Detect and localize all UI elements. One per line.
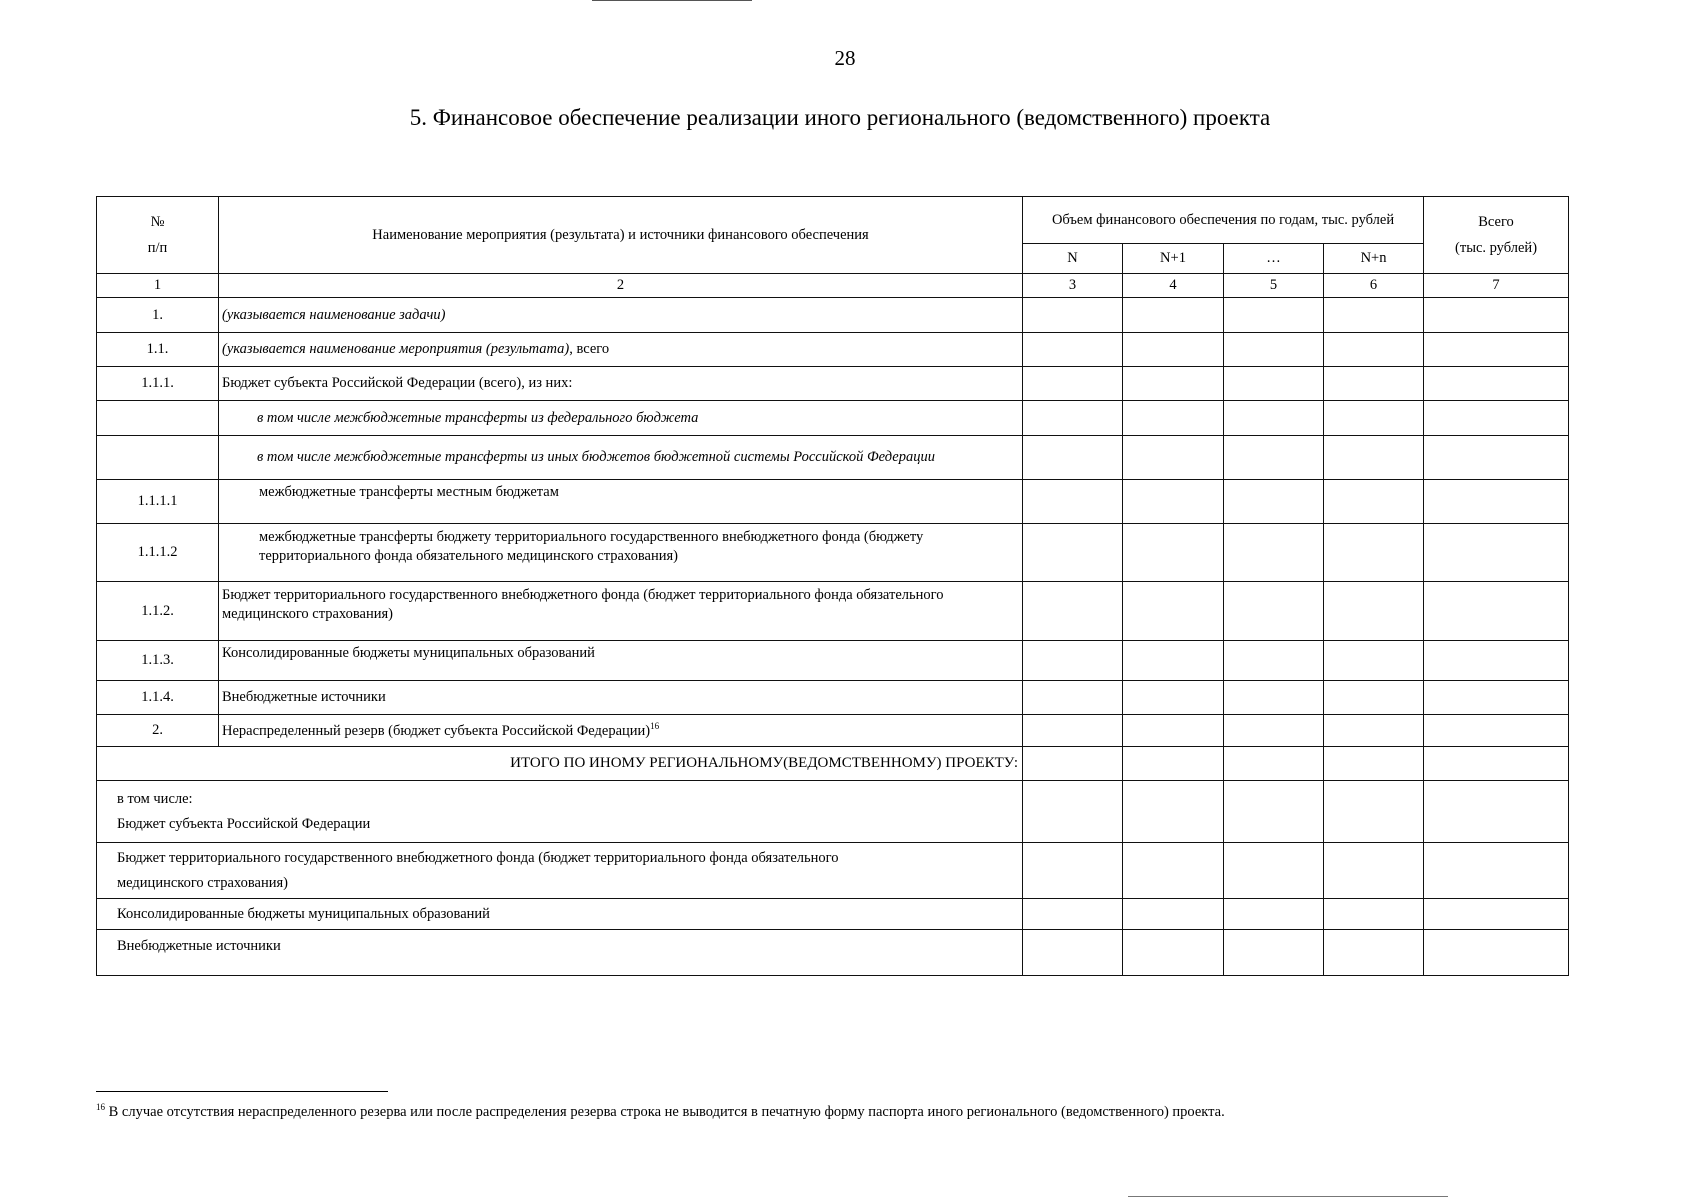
header-year-n: N: [1023, 244, 1123, 274]
value-cell: [1324, 641, 1424, 681]
value-cell: [1424, 781, 1569, 843]
breakdown-row: [97, 843, 1569, 899]
value-cell: [1324, 843, 1424, 899]
value-cell: [1123, 681, 1224, 715]
value-cell: [1224, 747, 1324, 781]
value-cell: [1324, 524, 1424, 582]
value-cell: [1424, 298, 1569, 333]
value-cell: [1224, 480, 1324, 524]
col-number: 3: [1023, 274, 1123, 298]
value-cell: [1424, 843, 1569, 899]
value-cell: [1123, 480, 1224, 524]
value-cell: [1324, 681, 1424, 715]
value-cell: [1023, 641, 1123, 681]
value-cell: [1224, 715, 1324, 747]
value-cell: [1123, 401, 1224, 436]
table-row: [97, 681, 1569, 715]
value-cell: [1023, 480, 1123, 524]
value-cell: [1224, 641, 1324, 681]
row-num: [97, 401, 219, 436]
value-cell: [1424, 333, 1569, 367]
row-name: Бюджет субъекта Российской Федерации (всего), из них:: [219, 367, 1023, 401]
value-cell: [1224, 401, 1324, 436]
total-label: ИТОГО ПО ИНОМУ РЕГИОНАЛЬНОМУ(ВЕДОМСТВЕННОМУ) ПРОЕКТУ:: [97, 747, 1023, 781]
footnote-divider: [96, 1091, 388, 1092]
breakdown-item: Внебюджетные источники: [97, 930, 1023, 976]
value-cell: [1023, 524, 1123, 582]
footnote-ref: 16: [650, 721, 660, 732]
value-cell: [1123, 843, 1224, 899]
value-cell: [1023, 681, 1123, 715]
total-row: [97, 747, 1569, 781]
value-cell: [1424, 930, 1569, 976]
value-cell: [1023, 843, 1123, 899]
header-num: № п/п: [97, 197, 219, 274]
value-cell: [1224, 333, 1324, 367]
row-name: [219, 715, 1023, 747]
table-row: [97, 333, 1569, 367]
financing-table: [96, 196, 1569, 976]
value-cell: [1424, 641, 1569, 681]
row-num: 1.1.: [97, 333, 219, 367]
value-cell: [1123, 524, 1224, 582]
value-cell: [1224, 899, 1324, 930]
page-number: 28: [834, 46, 856, 70]
col-number: 1: [97, 274, 219, 298]
value-cell: [1224, 298, 1324, 333]
value-cell: [1324, 715, 1424, 747]
row-name: Внебюджетные источники: [219, 681, 1023, 715]
row-name: Бюджет территориального государственного внебюджетного фонда (бюджет территориального фонда обязательного медицинского страхования): [219, 582, 1023, 641]
value-cell: [1424, 480, 1569, 524]
row-name-text: Нераспределенный резерв (бюджет субъекта Российской Федерации): [222, 722, 651, 739]
value-cell: [1324, 333, 1424, 367]
value-cell: [1324, 781, 1424, 843]
row-name-italic: (указывается наименование мероприятия (результата): [222, 341, 570, 357]
value-cell: [1424, 524, 1569, 582]
header-year-nn: N+n: [1324, 244, 1424, 274]
col-number: 4: [1123, 274, 1224, 298]
value-cell: [1324, 747, 1424, 781]
value-cell: [1123, 582, 1224, 641]
header-year-ellipsis: …: [1224, 244, 1324, 274]
value-cell: [1023, 333, 1123, 367]
value-cell: [1324, 899, 1424, 930]
value-cell: [1123, 641, 1224, 681]
value-cell: [1123, 747, 1224, 781]
value-cell: [1023, 747, 1123, 781]
row-num: 2.: [97, 715, 219, 747]
value-cell: [1424, 367, 1569, 401]
value-cell: [1123, 298, 1224, 333]
row-name: в том числе межбюджетные трансферты из федерального бюджета: [219, 401, 1023, 436]
row-num: 1.1.1.: [97, 367, 219, 401]
value-cell: [1224, 681, 1324, 715]
value-cell: [1224, 930, 1324, 976]
bottom-edge-mark: [1128, 1196, 1448, 1197]
value-cell: [1123, 899, 1224, 930]
table-row: [97, 401, 1569, 436]
row-name: межбюджетные трансферты бюджету территориального государственного внебюджетного фонда (бюджету территориального фонда обязательного медицинского страхования): [219, 524, 1023, 582]
value-cell: [1324, 298, 1424, 333]
value-cell: [1023, 436, 1123, 480]
value-cell: [1424, 715, 1569, 747]
table-row: [97, 436, 1569, 480]
value-cell: [1123, 436, 1224, 480]
table-row: [97, 480, 1569, 524]
row-num: 1.: [97, 298, 219, 333]
row-name: в том числе межбюджетные трансферты из иных бюджетов бюджетной системы Российской Федерации: [219, 436, 1023, 480]
section-title: 5. Финансовое обеспечение реализации иного регионального (ведомственного) проекта: [409, 105, 1271, 130]
footnote-text: В случае отсутствия нераспределенного резерва или после распределения резерва строка не выводится в печатную форму паспорта иного регионального (ведомственного) проекта.: [105, 1103, 1225, 1120]
col-number: 7: [1424, 274, 1569, 298]
row-num: [97, 436, 219, 480]
value-cell: [1023, 298, 1123, 333]
value-cell: [1324, 367, 1424, 401]
col-number: 6: [1324, 274, 1424, 298]
row-num: 1.1.2.: [97, 582, 219, 641]
header-row-1: [97, 197, 1569, 244]
value-cell: [1424, 401, 1569, 436]
breakdown-row: [97, 930, 1569, 976]
value-cell: [1324, 480, 1424, 524]
breakdown-item: Консолидированные бюджеты муниципальных образований: [97, 899, 1023, 930]
row-name-suffix: , всего: [569, 341, 610, 357]
value-cell: [1023, 781, 1123, 843]
value-cell: [1224, 582, 1324, 641]
value-cell: [1324, 582, 1424, 641]
table-row: [97, 582, 1569, 641]
value-cell: [1123, 333, 1224, 367]
table-row: [97, 715, 1569, 747]
footnote-number: 16: [96, 1102, 105, 1112]
value-cell: [1324, 930, 1424, 976]
value-cell: [1224, 843, 1324, 899]
table-row: [97, 298, 1569, 333]
breakdown-item: Бюджет субъекта Российской Федерации: [117, 815, 371, 832]
value-cell: [1023, 367, 1123, 401]
breakdown-item: Бюджет территориального государственного внебюджетного фонда (бюджет территориального фонда обязательного медицинского страхования): [97, 843, 1023, 899]
value-cell: [1224, 781, 1324, 843]
value-cell: [1023, 899, 1123, 930]
value-cell: [1424, 747, 1569, 781]
value-cell: [1424, 436, 1569, 480]
value-cell: [1023, 582, 1123, 641]
header-name: Наименование мероприятия (результата) и источники финансового обеспечения: [219, 197, 1023, 274]
top-edge-mark: [592, 0, 752, 2]
row-name: Консолидированные бюджеты муниципальных образований: [219, 641, 1023, 681]
row-name: межбюджетные трансферты местным бюджетам: [219, 480, 1023, 524]
header-year-n1: N+1: [1123, 244, 1224, 274]
value-cell: [1224, 367, 1324, 401]
breakdown-name: [97, 781, 1023, 843]
value-cell: [1224, 524, 1324, 582]
table-row: [97, 524, 1569, 582]
row-name: (указывается наименование задачи): [219, 298, 1023, 333]
value-cell: [1424, 582, 1569, 641]
value-cell: [1424, 899, 1569, 930]
value-cell: [1023, 715, 1123, 747]
column-number-row: [97, 274, 1569, 298]
row-num: 1.1.1.1: [97, 480, 219, 524]
table-row: [97, 641, 1569, 681]
col-number: 5: [1224, 274, 1324, 298]
value-cell: [1023, 401, 1123, 436]
value-cell: [1123, 367, 1224, 401]
row-num: 1.1.4.: [97, 681, 219, 715]
row-num: 1.1.3.: [97, 641, 219, 681]
including-label: в том числе:: [117, 790, 193, 807]
value-cell: [1123, 715, 1224, 747]
header-total: Всего (тыс. рублей): [1424, 197, 1569, 274]
row-num: 1.1.1.2: [97, 524, 219, 582]
value-cell: [1123, 930, 1224, 976]
value-cell: [1424, 681, 1569, 715]
value-cell: [1324, 401, 1424, 436]
footnote: [96, 1102, 1576, 1121]
breakdown-row: [97, 781, 1569, 843]
row-name: [219, 333, 1023, 367]
value-cell: [1224, 436, 1324, 480]
value-cell: [1123, 781, 1224, 843]
value-cell: [1023, 930, 1123, 976]
breakdown-row: [97, 899, 1569, 930]
table-row: [97, 367, 1569, 401]
col-number: 2: [219, 274, 1023, 298]
value-cell: [1324, 436, 1424, 480]
header-volume: Объем финансового обеспечения по годам, тыс. рублей: [1023, 197, 1424, 244]
